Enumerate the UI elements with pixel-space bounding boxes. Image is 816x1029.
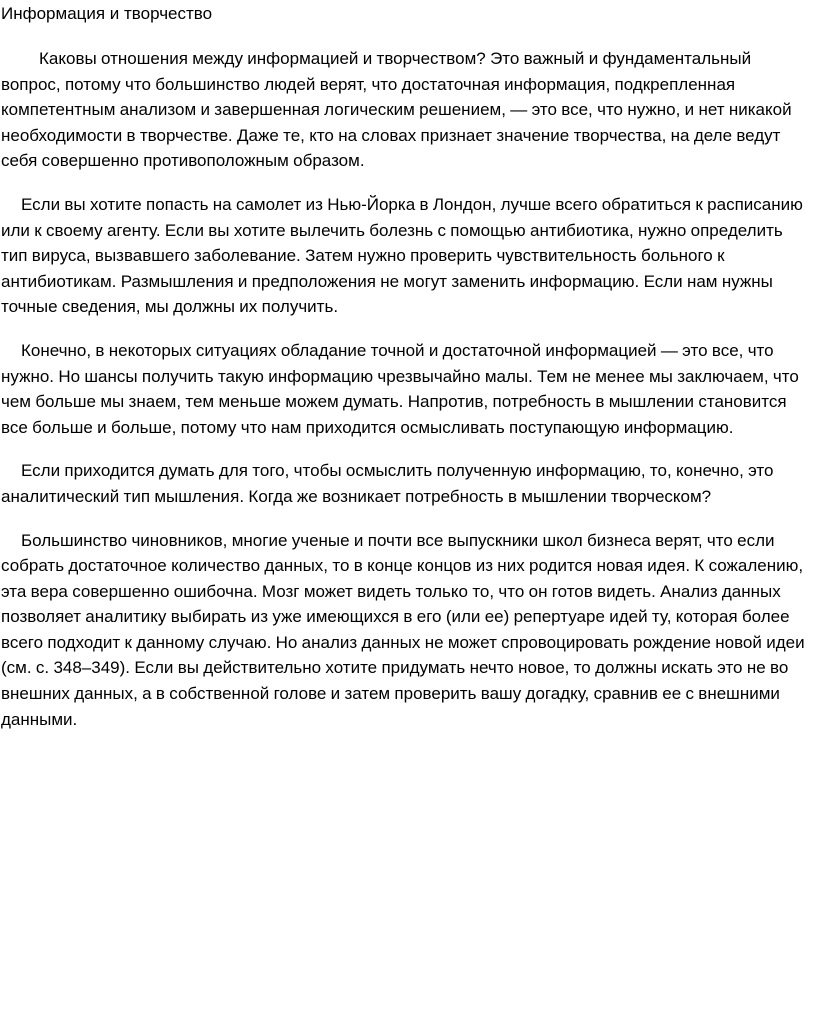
- paragraph-3: Конечно, в некоторых ситуациях обладание точной и достаточной информацией — это все, что нужно. Но шансы получить такую информацию чрезвычайно малы. Тем не менее мы заключаем, что чем больше мы знаем, тем меньше можем думать. Напротив, потребность в мышлении становится все больше и больше, потому что нам приходится осмысливать поступающую информацию.: [1, 340, 799, 437]
- paragraph-1: Каковы отношения между информацией и творчеством? Это важный и фундаментальный вопрос, потому что большинство людей верят, что достаточная информация, подкрепленная компетентным анализом и завершенная логическим решением, — это все, что нужно, и нет никакой необходимости в творчестве. Даже те, кто на словах признает значение творчества, на деле ведут себя совершенно противоположным образом.: [1, 49, 792, 171]
- paragraph-5: Большинство чиновников, многие ученые и почти все выпускники школ бизнеса верят, что если собрать достаточное количество данных, то в конце концов из них родится новая идея. К сожалению, эта вера совершенно ошибочна. Мозг может видеть только то, что он готов видеть. Анализ данных позволяет аналитику выбирать из уже имеющихся в его (или ее) репертуаре идей ту, которая более всего подходит к данному случаю. Но анализ данных не может спровоцировать рождение новой идеи (см. с. 348–349). Если вы действительно хотите придумать нечто новое, то должны искать это не во внешних данных, а в собственной голове и затем проверить вашу догадку, сравнив ее с внешними данными.: [1, 530, 805, 729]
- paragraph-4: Если приходится думать для того, чтобы осмыслить полученную информацию, то, конечно, это аналитический тип мышления. Когда же возникает потребность в мышлении творческом?: [1, 461, 774, 506]
- paragraph-2: Если вы хотите попасть на самолет из Нью-Йорка в Лондон, лучше всего обратиться к расписанию или к своему агенту. Если вы хотите вылечить болезнь с помощью антибиотика, нужно определить тип вируса, вызвавшего заболевание. Затем нужно проверить чувствительность больного к антибиотикам. Размышления и предположения не могут заменить информацию. Если нам нужны точные сведения, мы должны их получить.: [1, 194, 803, 317]
- document-title: Информация и творчество: [1, 4, 213, 23]
